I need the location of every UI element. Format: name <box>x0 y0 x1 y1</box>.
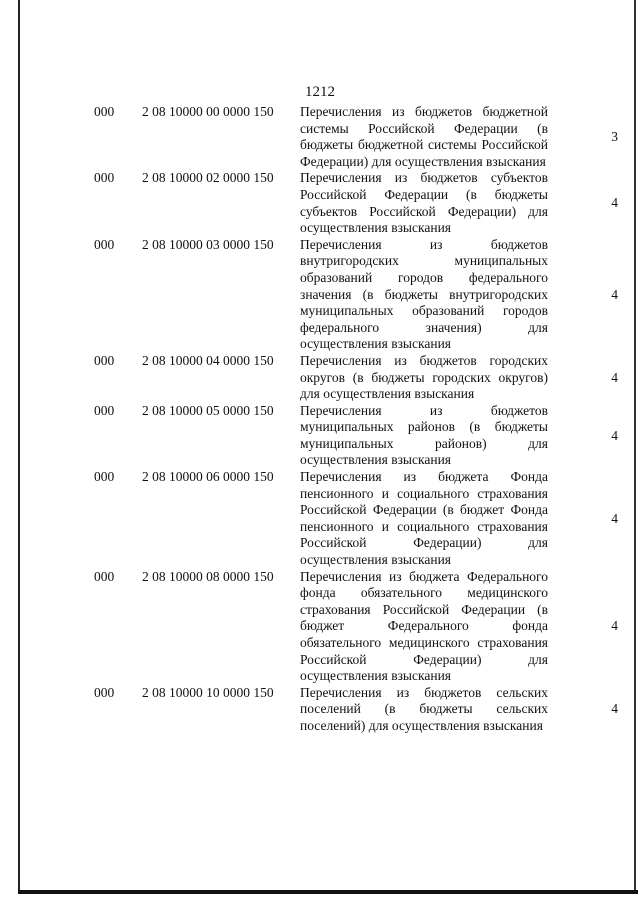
table-row <box>0 104 640 170</box>
norm-value: 4 <box>611 701 618 717</box>
norm-value: 4 <box>611 427 618 443</box>
admin-code: 000 <box>94 236 115 252</box>
norm-cell <box>548 469 618 569</box>
budget-code: 2 08 10000 05 0000 150 <box>142 402 274 418</box>
description: Перечисления из бюджетов субъектов Российской Федерации (в бюджеты субъектов Российской Федерации) для осуществления взыскания <box>300 170 548 236</box>
norm-cell <box>548 170 618 236</box>
budget-code: 2 08 10000 06 0000 150 <box>142 469 274 485</box>
page-number: 1212 <box>305 84 335 100</box>
norm-value: 4 <box>611 510 618 526</box>
norm-cell <box>548 104 618 170</box>
admin-code: 000 <box>94 352 115 368</box>
norm-value: 4 <box>611 286 618 302</box>
table-row <box>0 237 640 353</box>
budget-code: 2 08 10000 03 0000 150 <box>142 236 274 252</box>
norm-value: 4 <box>611 618 618 634</box>
norm-cell <box>548 353 618 403</box>
admin-code: 000 <box>94 402 115 418</box>
norm-value: 4 <box>611 195 618 211</box>
description: Перечисления из бюджетов внутригородских муниципальных образований городов федерального значения (в бюджеты внутригородских муниципальных образований городов федерального значения) для осуществления взыскания <box>300 236 548 352</box>
description: Перечисления из бюджетов сельских поселений (в бюджеты сельских поселений) для осуществления взыскания <box>300 684 548 733</box>
page-border-bottom <box>18 890 638 894</box>
budget-code: 2 08 10000 00 0000 150 <box>142 104 274 119</box>
table-row <box>0 569 640 685</box>
admin-code: 000 <box>94 104 115 119</box>
norm-cell <box>548 569 618 685</box>
description: Перечисления из бюджета Фонда пенсионного и социального страхования Российской Федерации (в бюджет Фонда пенсионного и социального страхования Российской Федерации) для осуществления взыскания <box>300 469 548 568</box>
table-row <box>0 685 640 735</box>
description: Перечисления из бюджетов муниципальных районов (в бюджеты муниципальных районов) для осуществления взыскания <box>300 402 548 468</box>
admin-code: 000 <box>94 684 115 700</box>
budget-code: 2 08 10000 02 0000 150 <box>142 170 274 186</box>
norm-cell <box>548 403 618 469</box>
norm-cell <box>548 685 618 735</box>
norm-cell <box>548 237 618 353</box>
description: Перечисления из бюджета Федерального фонда обязательного медицинского страхования Российской Федерации (в бюджет Федерального фонда обязательного медицинского страхования Российской Федерации) для осуществления взыскания <box>300 568 548 684</box>
table-row <box>0 403 640 469</box>
norm-value: 4 <box>611 369 618 385</box>
budget-code: 2 08 10000 08 0000 150 <box>142 568 274 584</box>
admin-code: 000 <box>94 469 115 485</box>
table-row <box>0 469 640 569</box>
budget-code: 2 08 10000 04 0000 150 <box>142 352 274 368</box>
document-table <box>0 104 640 735</box>
description: Перечисления из бюджетов бюджетной системы Российской Федерации (в бюджеты бюджетной системы Российской Федерации) для осуществления взыскания <box>300 104 548 169</box>
admin-code: 000 <box>94 568 115 584</box>
table-row <box>0 353 640 403</box>
norm-value: 3 <box>611 128 618 144</box>
budget-code: 2 08 10000 10 0000 150 <box>142 684 274 700</box>
table-row <box>0 170 640 236</box>
admin-code: 000 <box>94 170 115 186</box>
description: Перечисления из бюджетов городских округов (в бюджеты городских округов) для осуществления взыскания <box>300 352 548 402</box>
